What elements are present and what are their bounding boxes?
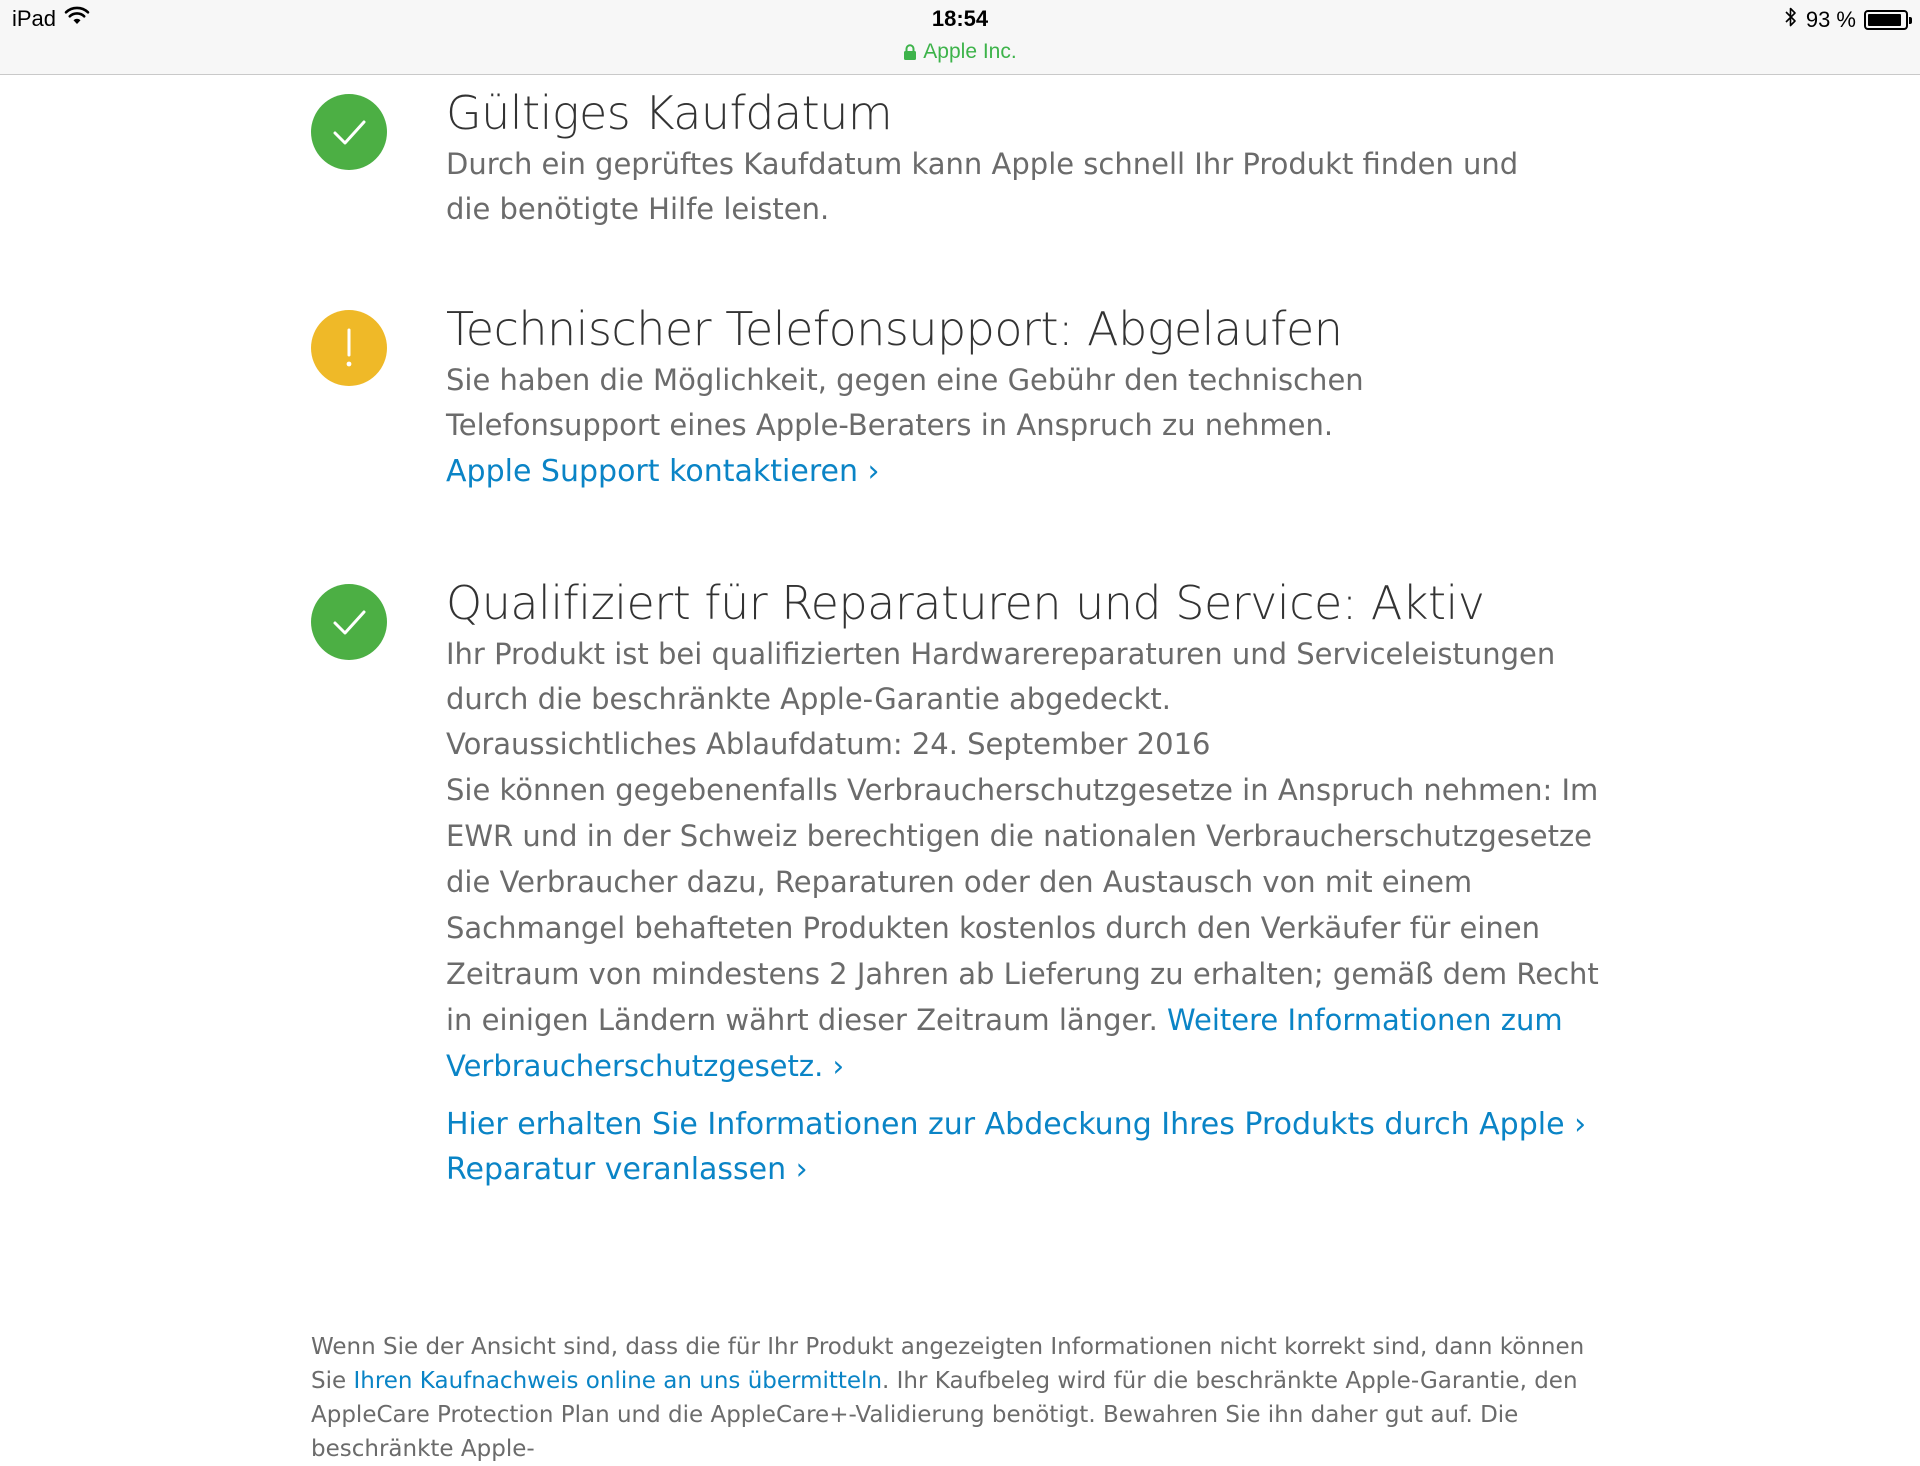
section-description: Sie haben die Möglichkeit, gegen eine Gebühr den technischen Telefonsupport eines Apple-Beraters in Anspruch zu nehmen. [446,363,1364,442]
site-name: Apple Inc. [923,40,1017,63]
bluetooth-icon [1784,6,1798,34]
section-description: Durch ein geprüftes Kaufdatum kann Apple schnell Ihr Produkt finden und die benötigte Hilfe leisten. [446,147,1519,226]
section-repair-service [446,574,1626,1187]
section-title: Technischer Telefonsupport: Abgelaufen [446,302,1343,356]
consumer-law-link[interactable]: Weitere Informationen zum Verbraucherschutzgesetz. › [446,1003,1563,1083]
status-bar [0,0,1920,75]
arrange-repair-link[interactable]: Reparatur veranlassen › [446,1152,808,1187]
contact-support-link[interactable]: Apple Support kontaktieren › [446,454,880,489]
footer-note [311,1330,1601,1466]
footer-text-before: Wenn Sie der Ansicht sind, dass die für Ihr Produkt angezeigten Informationen nicht korrekt sind, dann können Sie [311,1334,1585,1394]
battery-level [1868,14,1901,26]
checkmark-icon [311,94,387,170]
device-name: iPad [12,6,57,31]
section-description: Ihr Produkt ist bei qualifizierten Hardwarereparaturen und Serviceleistungen durch die beschränkte Apple-Garantie abgedeckt. [446,637,1556,716]
section-purchase-date [446,84,1626,232]
section-title: Qualifiziert für Reparaturen und Service: Aktiv [446,576,1485,630]
exclamation-icon [311,310,387,386]
section-title: Gültiges Kaufdatum [446,86,893,140]
lock-icon [903,42,917,66]
battery-icon [1864,10,1908,30]
consumer-law-description: Sie können gegebenenfalls Verbraucherschutzgesetze in Anspruch nehmen: Im EWR und in der Schweiz berechtigen die nationalen Verbraucherschutzgesetze die Verbraucher dazu, Reparaturen oder den Austausch von mit einem Sachmangel behafteten Produkten kostenlos durch den Verkäufer für einen Zeitraum von mindestens 2 Jahren ab Lieferung zu erhalten; gemäß dem Recht in einigen Ländern währt dieser Zeitraum länger. [446,773,1599,1037]
consumer-law-text [446,767,1616,1089]
address-bar[interactable] [0,40,1920,66]
footer-text-after: . Ihr Kaufbeleg wird für die beschränkte Apple-Garantie, den AppleCare Protection Plan und die AppleCare+-Validierung benötigt. Bewahren Sie ihn daher gut auf. Die beschränkte Apple- [311,1368,1578,1462]
submit-proof-of-purchase-link[interactable]: Ihren Kaufnachweis online an uns übermitteln [353,1368,883,1394]
checkmark-icon [311,584,387,660]
expiry-date: Voraussichtliches Ablaufdatum: 24. September 2016 [446,727,1211,761]
coverage-info-link[interactable]: Hier erhalten Sie Informationen zur Abdeckung Ihres Produkts durch Apple › [446,1107,1587,1142]
clock: 18:54 [931,6,989,31]
battery-percent: 93 % [1805,7,1856,32]
section-phone-support [446,300,1626,489]
status-bar-right [1784,6,1908,34]
